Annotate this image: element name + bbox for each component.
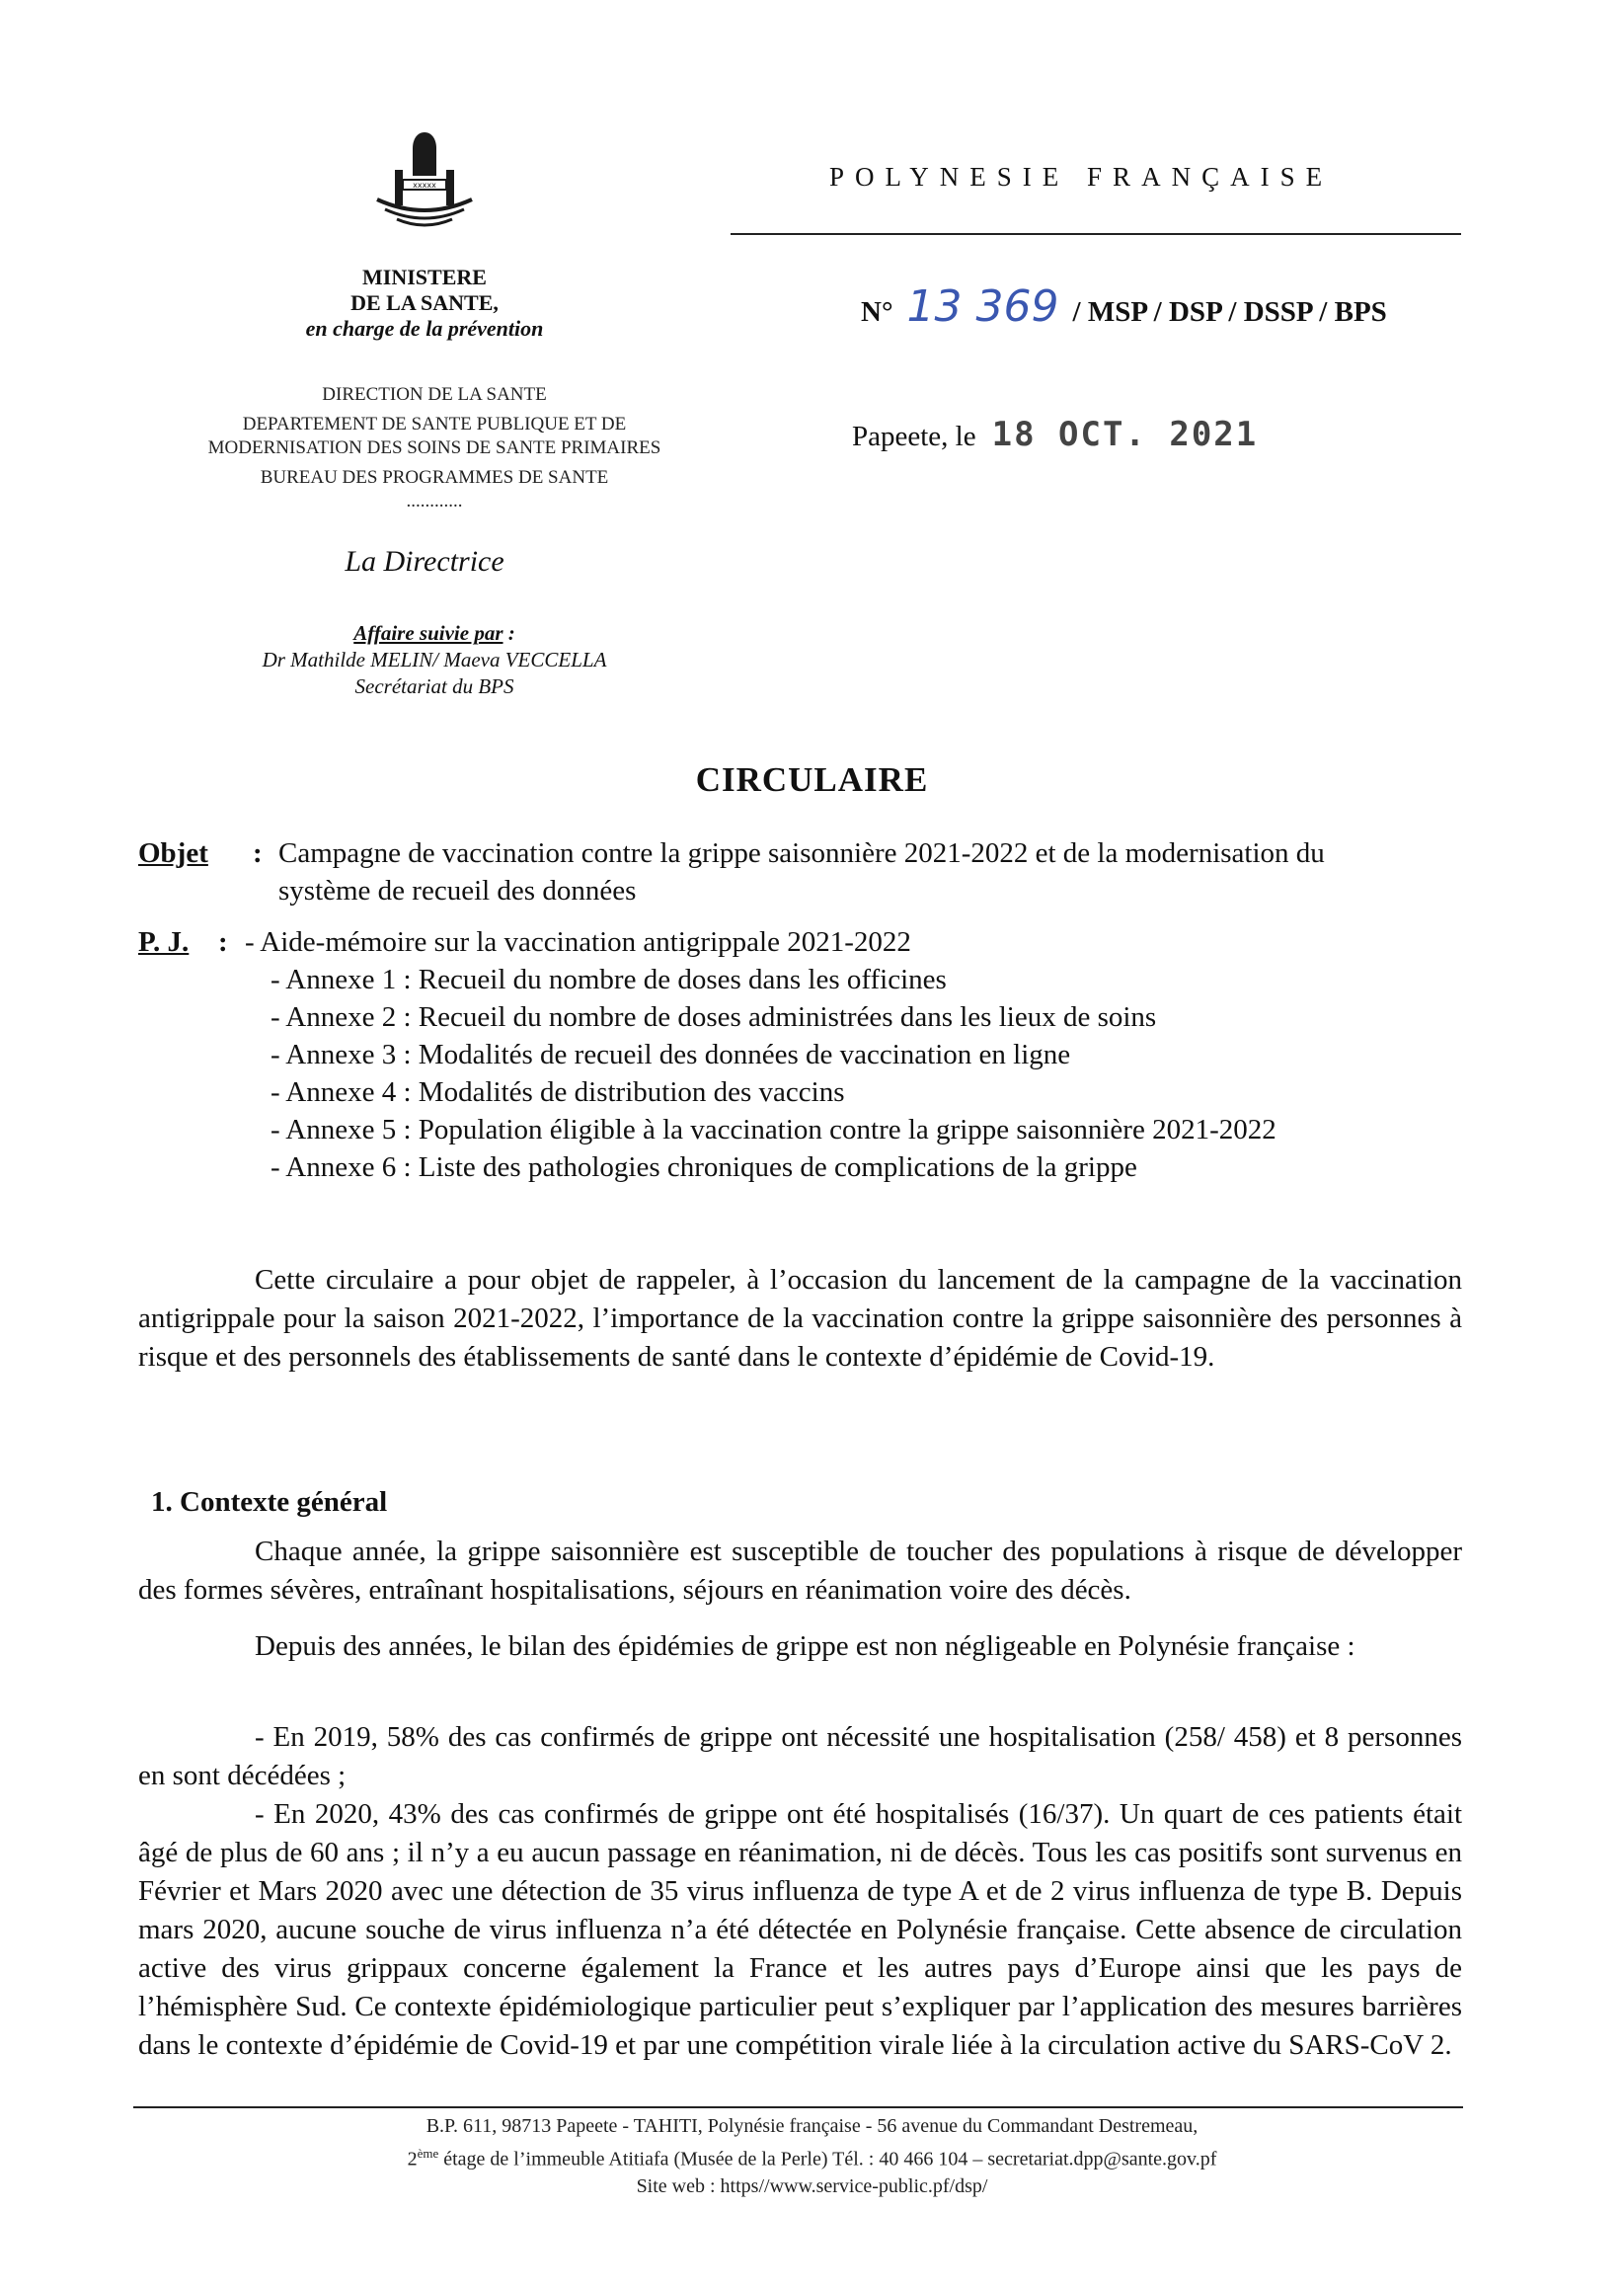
- footer-line3: Site web : https//www.service-public.pf/dsp/: [636, 2174, 988, 2197]
- ministry-line1: MINISTERE: [362, 265, 487, 289]
- footer-line2-rest: étage de l’immeuble Atitiafa (Musée de la Perle) Tél. : 40 466 104 – secretariat.dpp@sante.gov.pf: [438, 2148, 1217, 2171]
- date-prefix: Papeete, le: [852, 421, 976, 452]
- objet-colon: :: [253, 837, 263, 869]
- footer-line2: [0, 2140, 1624, 2173]
- date-line: [852, 415, 1258, 454]
- ministry-line2: DE LA SANTE,: [350, 290, 499, 315]
- bullet-2020: - En 2020, 43% des cas confirmés de grippe ont été hospitalisés (16/37). Un quart de ces patients était âgé de plus de 60 ans ; il n’y a eu aucun passage en réanimation, ni de décès. Tous les cas positifs sont survenus en Février et Mars 2020 avec une détection de 35 virus influenza de type A et de 2 virus influenza de type B. Depuis mars 2020, aucune souche de virus influenza n’a été détectée en Polynésie française. Cette absence de circulation active des virus grippaux concerne également la France et les autres pays d’Europe ainsi que les pays de l’hémisphère Sud. Ce contexte épidémiologique particulier peut s’expliquer par l’application des mesures barrières dans le contexte d’épidémie de Covid-19 et par une compétition virale liée à la circulation active du SARS-CoV 2.: [138, 1798, 1462, 2061]
- affaire-colon: :: [503, 621, 515, 645]
- pj-row: [138, 923, 1461, 1200]
- objet-line1: Campagne de vaccination contre la grippe saisonnière 2021-2022 et de la modernisation du: [278, 837, 1325, 869]
- direction-line1: DIRECTION DE LA SANTE: [322, 384, 547, 405]
- objet-label: Objet: [138, 837, 208, 869]
- bullet-2019: - En 2019, 58% des cas confirmés de grippe ont nécessité une hospitalisation (258/ 458) et 8 personnes en sont décédées ;: [138, 1721, 1462, 1791]
- section-heading: 1. Contexte général: [151, 1486, 388, 1518]
- affaire-label: Affaire suivie par: [353, 621, 503, 645]
- pj-colon: :: [218, 926, 228, 958]
- pj-item: - Annexe 5 : Population éligible à la vaccination contre la grippe saisonnière 2021-2022: [271, 1114, 1276, 1145]
- ministry-line3: en charge de la prévention: [305, 316, 544, 341]
- direction-block: [138, 383, 731, 519]
- svg-text:xxxxx: xxxxx: [413, 181, 436, 190]
- affaire-line2: Secrétariat du BPS: [354, 674, 514, 698]
- affaire-line1: Dr Mathilde MELIN/ Maeva VECCELLA: [262, 648, 607, 671]
- footer-line2-num: 2: [407, 2148, 418, 2171]
- section-paragraph: Chaque année, la grippe saisonnière est susceptible de toucher des populations à risque de développer des formes sévères, entraînant hospitalisations, séjours en réanimation voire des décès.: [138, 1536, 1462, 1606]
- pj-item: - Annexe 6 : Liste des pathologies chroniques de complications de la grippe: [271, 1151, 1137, 1183]
- intro-paragraph: Cette circulaire a pour objet de rappeler, à l’occasion du lancement de la campagne de la vaccination antigrippale pour la saison 2021-2022, l’importance de la vaccination contre la grippe saisonnière des personnes à risque et des personnels des établissements de santé dans le contexte d’épidémie de Covid-19.: [138, 1264, 1462, 1373]
- section-paragraph: Depuis des années, le bilan des épidémies de grippe est non négligeable en Polynésie française :: [255, 1630, 1355, 1662]
- directrice-label: La Directrice: [345, 545, 504, 578]
- direction-dots: ............: [406, 491, 463, 512]
- footer-line1: B.P. 611, 98713 Papeete - TAHITI, Polynésie française - 56 avenue du Commandant Destremeau,: [425, 2115, 1199, 2137]
- pj-item: - Annexe 3 : Modalités de recueil des données de vaccination en ligne: [271, 1039, 1071, 1070]
- pj-item: - Annexe 1 : Recueil du nombre de doses dans les officines: [271, 964, 947, 995]
- direction-line3: MODERNISATION DES SOINS DE SANTE PRIMAIRES: [207, 437, 661, 458]
- footer-line2-sup: ème: [417, 2146, 439, 2161]
- objet-row: [138, 834, 1461, 913]
- direction-line2: DEPARTEMENT DE SANTE PUBLIQUE ET DE: [242, 414, 627, 434]
- pj-item: - Annexe 2 : Recueil du nombre de doses administrées dans les lieux de soins: [271, 1001, 1157, 1033]
- number-handwritten: 13 369: [906, 281, 1059, 332]
- pj-item: - Annexe 4 : Modalités de distribution des vaccins: [271, 1076, 845, 1108]
- ministry-block: [197, 265, 652, 342]
- affaire-block: [138, 620, 731, 700]
- number-suffix: / MSP / DSP / DSSP / BPS: [1072, 296, 1387, 328]
- direction-line4: BUREAU DES PROGRAMMES DE SANTE: [260, 467, 609, 488]
- pj-item: - Aide-mémoire sur la vaccination antigrippale 2021-2022: [245, 926, 911, 958]
- date-stamp: 18 OCT. 2021: [991, 415, 1259, 454]
- reference-number: [861, 281, 1387, 332]
- footer-divider: [133, 2106, 1463, 2108]
- polynesia-emblem-logo: [367, 126, 482, 235]
- header-divider: [731, 233, 1461, 235]
- document-title: CIRCULAIRE: [695, 760, 929, 799]
- objet-line2: système de recueil des données: [278, 875, 637, 907]
- country-header: POLYNESIE FRANÇAISE: [829, 162, 1334, 192]
- number-prefix: N°: [861, 296, 893, 328]
- footer: [0, 2113, 1624, 2200]
- pj-label: P. J.: [138, 926, 190, 958]
